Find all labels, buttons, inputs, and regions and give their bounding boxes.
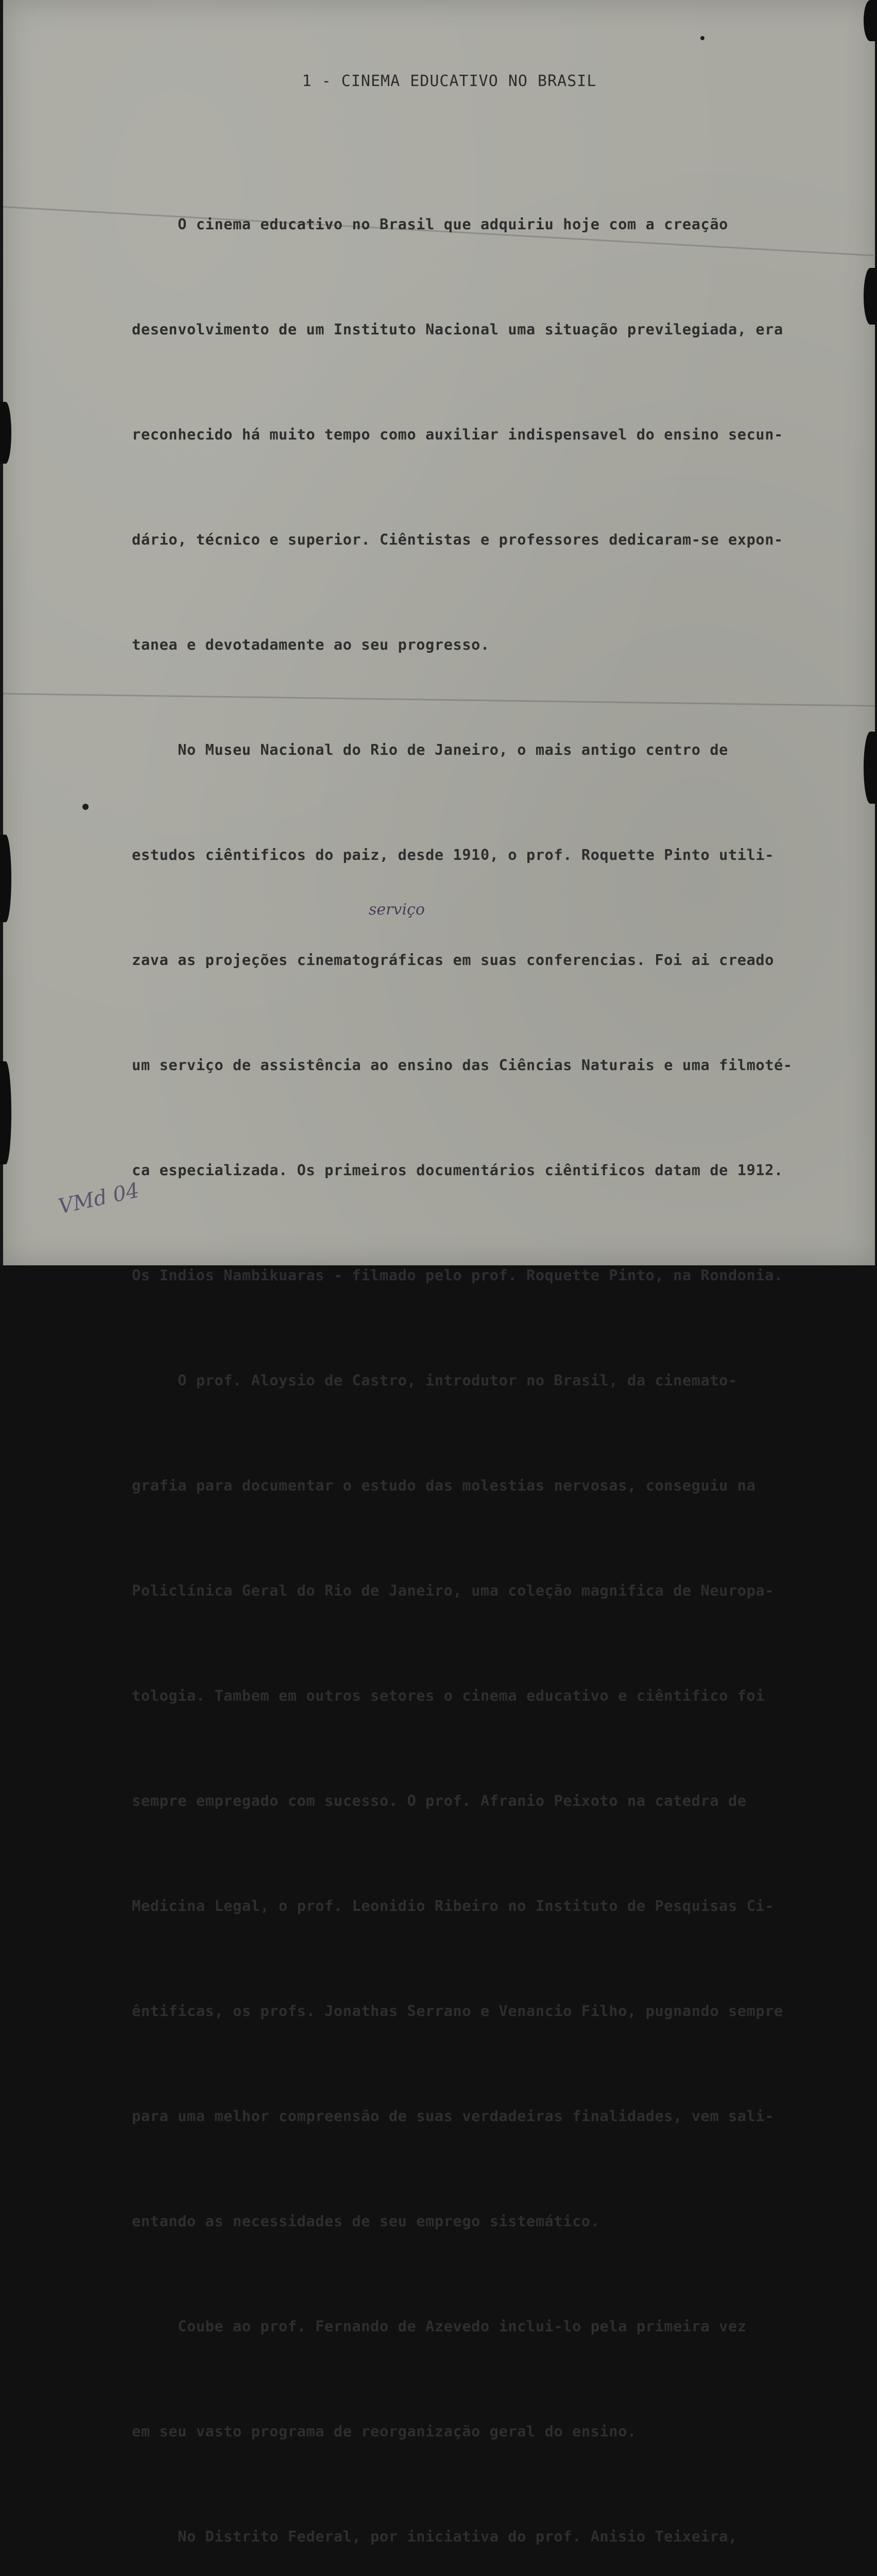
torn-edge-right xyxy=(864,268,877,325)
body-line: em seu vasto programa de reorganização geral do ensino. xyxy=(132,2422,637,2440)
handwritten-margin-note: VMd 04 xyxy=(56,1178,142,1219)
body-line: para uma melhor compreensão de suas verdadeiras finalidades, vem sali- xyxy=(132,2107,775,2125)
body-line: tanea e devotadamente ao seu progresso. xyxy=(132,636,490,653)
ink-spot xyxy=(700,36,704,40)
body-line: Medicina Legal, o prof. Leonidio Ribeiro no Instituto de Pesquisas Ci- xyxy=(132,1897,775,1914)
body-line: dário, técnico e superior. Ciêntistas e professores dedicaram-se expon- xyxy=(132,531,783,548)
body-line: ca especializada. Os primeiros documentários ciêntificos datam de 1912. xyxy=(132,1161,783,1179)
body-line: êntificas, os profs. Jonathas Serrano e Venancio Filho, pugnando sempre xyxy=(132,2002,783,2020)
body-line: grafia para documentar o estudo das molestias nervosas, conseguiu na xyxy=(132,1477,756,1494)
body-line: sempre empregado com sucesso. O prof. Afranio Peixoto na catedra de xyxy=(132,1792,747,1809)
torn-edge-left xyxy=(0,835,11,922)
torn-edge-right xyxy=(864,0,877,41)
body-line: Os Indios Nambikuaras - filmado pelo prof. Roquette Pinto, na Rondonia. xyxy=(132,1266,783,1284)
body-line: O cinema educativo no Brasil que adquiriu hoje com a creação xyxy=(132,215,728,233)
handwritten-correction: serviço xyxy=(369,901,425,919)
body-line: reconhecido há muito tempo como auxiliar indispensavel do ensino secun- xyxy=(132,426,783,443)
body-line: zava as projeções cinematográficas em suas conferencias. Foi ai creado xyxy=(132,951,775,969)
document-title: 1 - CINEMA EDUCATIVO NO BRASIL xyxy=(302,72,597,90)
body-line: um serviço de assistência ao ensino das Ciências Naturais e uma filmoté- xyxy=(132,1056,793,1074)
body-line: O prof. Aloysio de Castro, introdutor no Brasil, da cinemato- xyxy=(132,1371,737,1389)
torn-edge-left xyxy=(0,1061,11,1164)
torn-edge-left xyxy=(0,402,11,464)
body-line: Coube ao prof. Fernando de Azevedo inclui-lo pela primeira vez xyxy=(132,2317,747,2335)
ink-spot xyxy=(82,804,89,810)
body-line: No Distrito Federal, por iniciativa do prof. Anisio Teixeira, xyxy=(132,2528,737,2545)
torn-edge-right xyxy=(864,732,877,804)
body-line: No Museu Nacional do Rio de Janeiro, o mais antigo centro de xyxy=(132,741,728,758)
document-page xyxy=(3,0,875,2545)
body-line: desenvolvimento de um Instituto Nacional uma situação previlegiada, era xyxy=(132,320,783,338)
body-line: estudos ciêntificos do paiz, desde 1910, o prof. Roquette Pinto utili- xyxy=(132,846,775,863)
body-line: entando as necessidades de seu emprego sistemático. xyxy=(132,2212,600,2230)
body-line: Policlínica Geral do Rio de Janeiro, uma coleção magnifica de Neuropa- xyxy=(132,1582,775,1599)
document-body xyxy=(132,137,868,2576)
body-line: tologia. Tambem em outros setores o cinema educativo e ciêntifico foi xyxy=(132,1687,765,1704)
